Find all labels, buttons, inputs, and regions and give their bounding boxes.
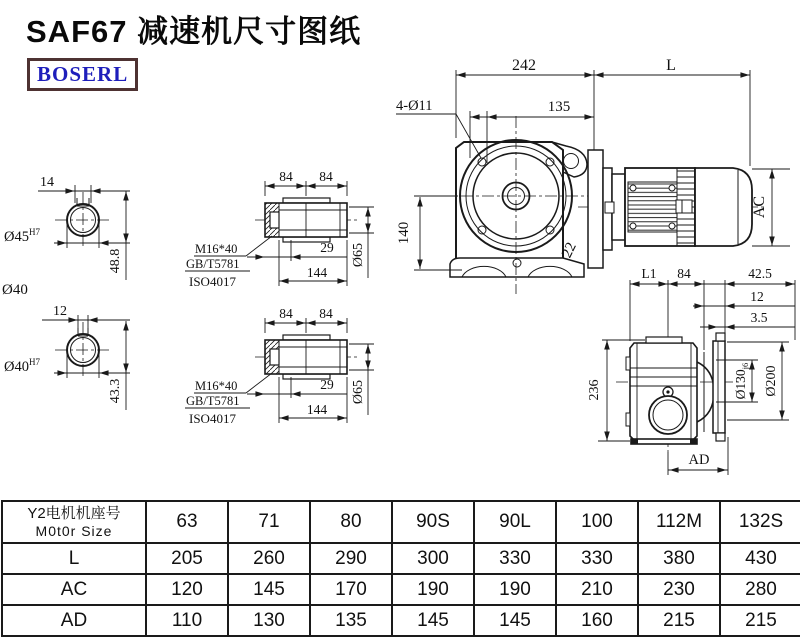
dim-label-bolt-holes: 4-Ø11 [396, 98, 433, 114]
dim-label-84-left-2: 84 [279, 306, 293, 321]
table-cell: 170 [310, 574, 392, 605]
standard-label-2b: ISO4017 [189, 411, 236, 426]
table-cell: 190 [474, 574, 556, 605]
dimension-table [1, 500, 799, 637]
dim-label-242: 242 [512, 57, 536, 74]
dim-label-keywidth-2: 12 [53, 304, 67, 319]
gearbox-side-view [587, 266, 795, 475]
motor-size-header-en: M0t0r Size [35, 523, 113, 539]
output-shaft-view-2 [185, 306, 374, 426]
table-cell: 330 [474, 543, 556, 574]
table-cell: 132S [720, 501, 800, 543]
dim-label-bore-2: $Ø40^{H7}$ [4, 357, 40, 375]
standard-label-1a: GB/T5781 [186, 257, 240, 271]
dim-label-AC: AC [751, 195, 768, 219]
bolt-spec-label-1: M16*40 [195, 242, 238, 256]
table-cell: 145 [392, 605, 474, 636]
shaft-section-view-2 [4, 304, 130, 410]
dim-label-84-left-1: 84 [279, 169, 293, 184]
dim-label-84-right-2: 84 [319, 306, 333, 321]
table-cell: 110 [146, 605, 228, 636]
table-cell: 130 [228, 605, 310, 636]
table-cell: 100 [556, 501, 638, 543]
dim-label-L: L [666, 57, 676, 74]
table-cell: 190 [392, 574, 474, 605]
table-row-L [2, 543, 800, 574]
table-row-AC [2, 574, 800, 605]
table-cell: 260 [228, 543, 310, 574]
table-cell: 135 [310, 605, 392, 636]
dim-label-84-right-1: 84 [319, 169, 333, 184]
dim-label-keydepth-2: 43.3 [108, 378, 123, 404]
table-cell: 380 [638, 543, 720, 574]
dim-label-keywidth-1: 14 [40, 175, 54, 190]
dim-label-bore-1: $Ø45^{H7}$ [4, 227, 40, 245]
motor-size-header-zh: Y2电机机座号 [27, 505, 121, 522]
dim-label-236: 236 [587, 379, 602, 401]
dim-label-d65-2: Ø65 [351, 379, 366, 405]
table-cell: 215 [638, 605, 720, 636]
table-cell: 300 [392, 543, 474, 574]
dim-label-144-2: 144 [306, 402, 328, 417]
table-cell: 160 [556, 605, 638, 636]
table-cell: 330 [556, 543, 638, 574]
dim-label-144-1: 144 [306, 265, 328, 280]
table-cell: 205 [146, 543, 228, 574]
shaft-section-view-1 [4, 175, 130, 280]
row-label: L [2, 543, 146, 574]
dim-label-L1: L1 [641, 266, 657, 281]
table-cell: 120 [146, 574, 228, 605]
dim-label-135: 135 [547, 99, 571, 115]
dim-label-d65-1: Ø65 [351, 242, 366, 268]
dim-label-d130: $Ø130_{j6}$ [733, 362, 750, 400]
bolt-spec-label-2: M16*40 [195, 379, 238, 393]
table-cell: 230 [638, 574, 720, 605]
motor-size-header-cell [2, 501, 146, 543]
table-cell: 112M [638, 501, 720, 543]
dim-label-42-5: 42.5 [748, 266, 772, 281]
table-header-row [2, 501, 800, 543]
table-cell: 430 [720, 543, 800, 574]
dim-label-29-1: 29 [320, 240, 334, 255]
table-cell: 215 [720, 605, 800, 636]
dim-label-3-5: 3.5 [750, 310, 768, 325]
dim-label-keydepth-1: 48.8 [108, 248, 123, 274]
table-cell: 80 [310, 501, 392, 543]
dim-label-84-side: 84 [677, 266, 691, 281]
dim-label-d200: Ø200 [764, 365, 779, 397]
table-cell: 71 [228, 501, 310, 543]
row-label: AC [2, 574, 146, 605]
dim-label-12: 12 [750, 289, 764, 304]
dim-label-AD: AD [688, 452, 710, 468]
row-label: AD [2, 605, 146, 636]
dim-label-22: 22 [558, 239, 580, 261]
table-cell: 90L [474, 501, 556, 543]
table-cell: 145 [228, 574, 310, 605]
page-title: SAF67 减速机尺寸图纸 [26, 14, 362, 49]
table-row-AD [2, 605, 800, 636]
output-shaft-view-1 [185, 169, 374, 289]
table-cell: 290 [310, 543, 392, 574]
main-assembly-view [396, 57, 790, 294]
dim-label-140: 140 [396, 221, 412, 245]
shaft-diameter-label: Ø40 [2, 282, 28, 298]
motor-body [605, 168, 752, 246]
table-cell: 63 [146, 501, 228, 543]
brand-logo-text: BOSERL [37, 62, 129, 86]
dim-label-29-2: 29 [320, 377, 334, 392]
table-cell: 210 [556, 574, 638, 605]
standard-label-1b: ISO4017 [189, 274, 236, 289]
table-cell: 280 [720, 574, 800, 605]
table-cell: 90S [392, 501, 474, 543]
table-cell: 145 [474, 605, 556, 636]
standard-label-2a: GB/T5781 [186, 394, 240, 408]
